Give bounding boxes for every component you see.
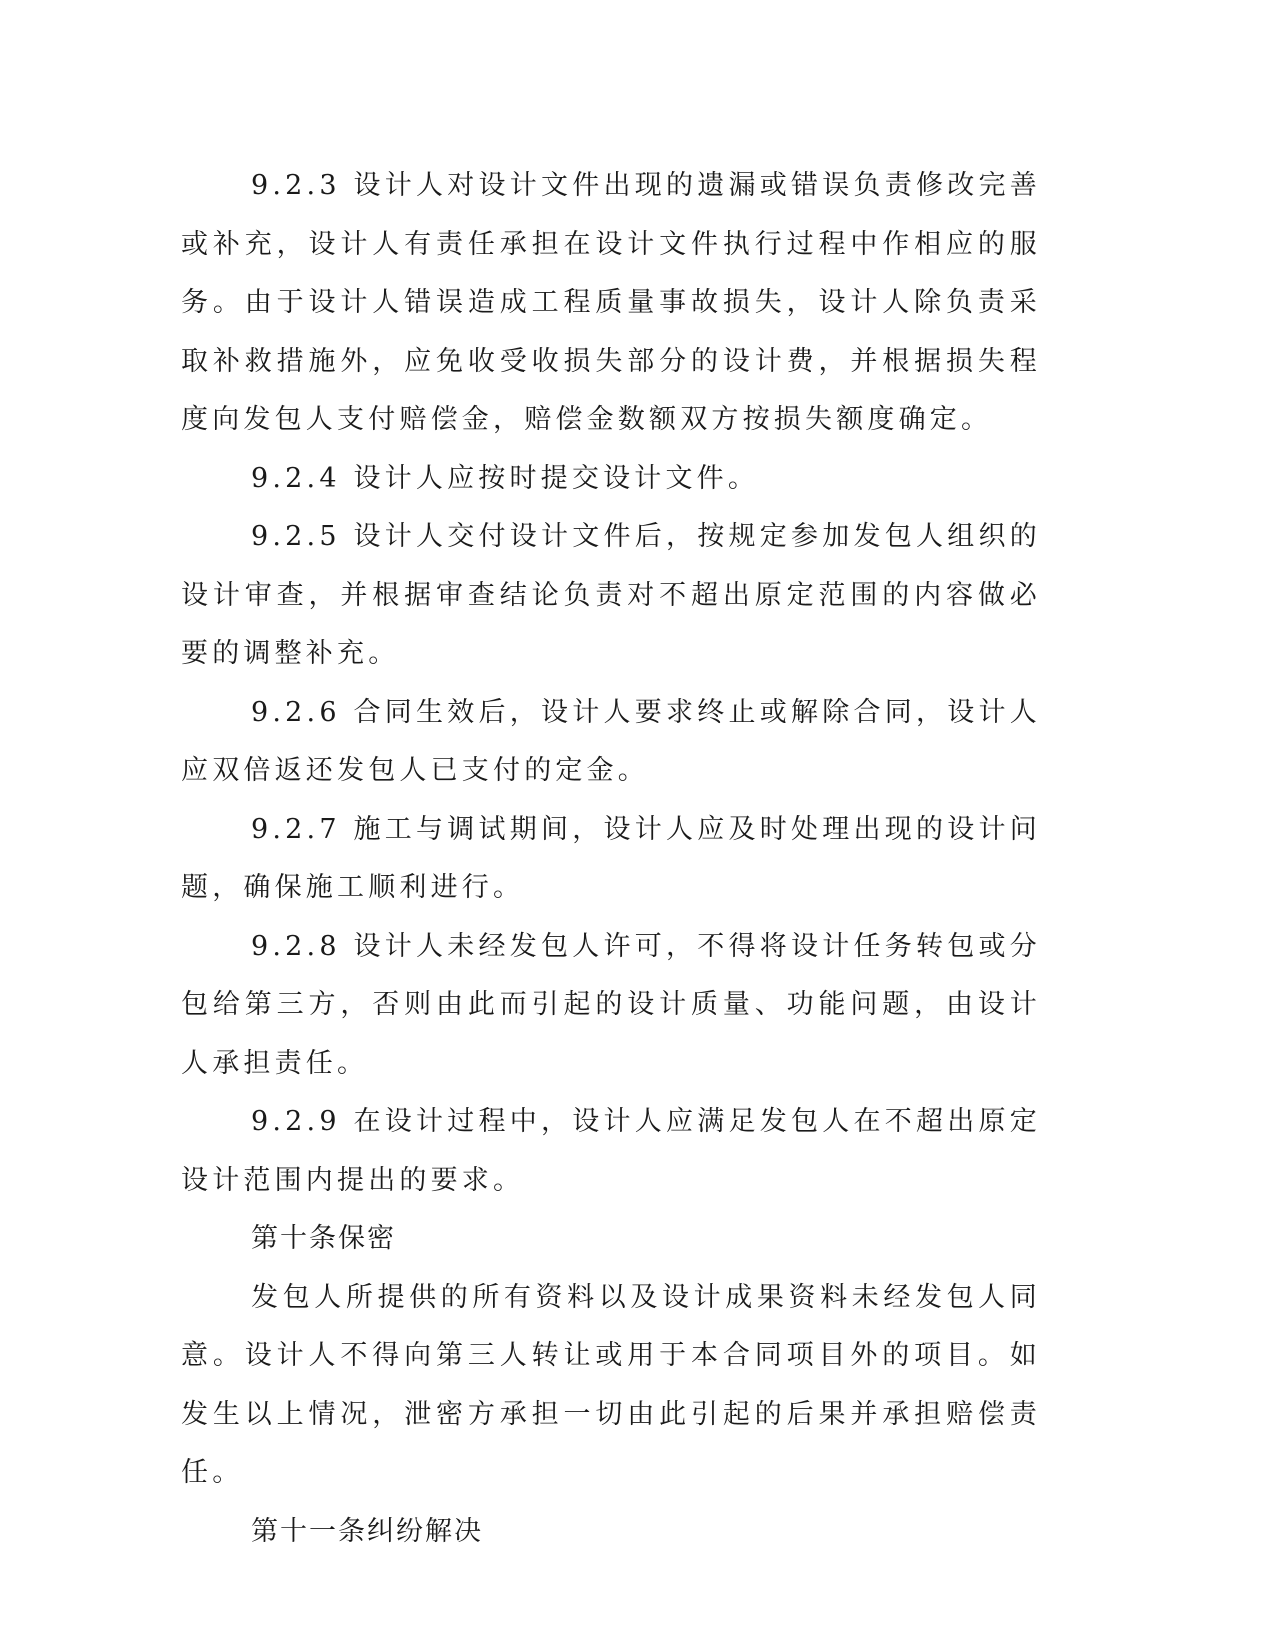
clause-9-2-6: 9.2.6 合同生效后，设计人要求终止或解除合同，设计人应双倍返还发包人已支付的定金。 bbox=[181, 696, 1041, 786]
clause-9-2-9: 9.2.9 在设计过程中，设计人应满足发包人在不超出原定设计范围内提出的要求。 bbox=[181, 1106, 1041, 1196]
article-11-heading: 第十一条纠纷解决 bbox=[251, 1515, 483, 1547]
clause-9-2-8: 9.2.8 设计人未经发包人许可，不得将设计任务转包或分包给第三方，否则由此而引起的设计质量、功能问题，由设计人承担责任。 bbox=[181, 930, 1041, 1079]
article-10-heading: 第十条保密 bbox=[251, 1223, 396, 1254]
clause-9-2-5: 9.2.5 设计人交付设计文件后，按规定参加发包人组织的设计审查，并根据审查结论负责对不超出原定范围的内容做必要的调整补充。 bbox=[181, 521, 1041, 669]
clause-9-2-3: 9.2.3 设计人对设计文件出现的遗漏或错误负责修改完善或补充，设计人有责任承担在设计文件执行过程中作相应的服务。由于设计人错误造成工程质量事故损失，设计人除负责采取补救措施外，应免收受收损失部分的设计费，并根据损失程度向发包人支付赔偿金，赔偿金数额双方按损失额度确定。 bbox=[181, 170, 1041, 435]
article-10-body: 发包人所提供的所有资料以及设计成果资料未经发包人同意。设计人不得向第三人转让或用于本合同项目外的项目。如发生以上情况，泄密方承担一切由此引起的后果并承担赔偿责任。 bbox=[181, 1281, 1041, 1488]
clause-9-2-4: 9.2.4 设计人应按时提交设计文件。 bbox=[251, 462, 760, 494]
document-page bbox=[181, 157, 1041, 1561]
clause-9-2-7: 9.2.7 施工与调试期间，设计人应及时处理出现的设计问题，确保施工顺利进行。 bbox=[181, 813, 1041, 903]
